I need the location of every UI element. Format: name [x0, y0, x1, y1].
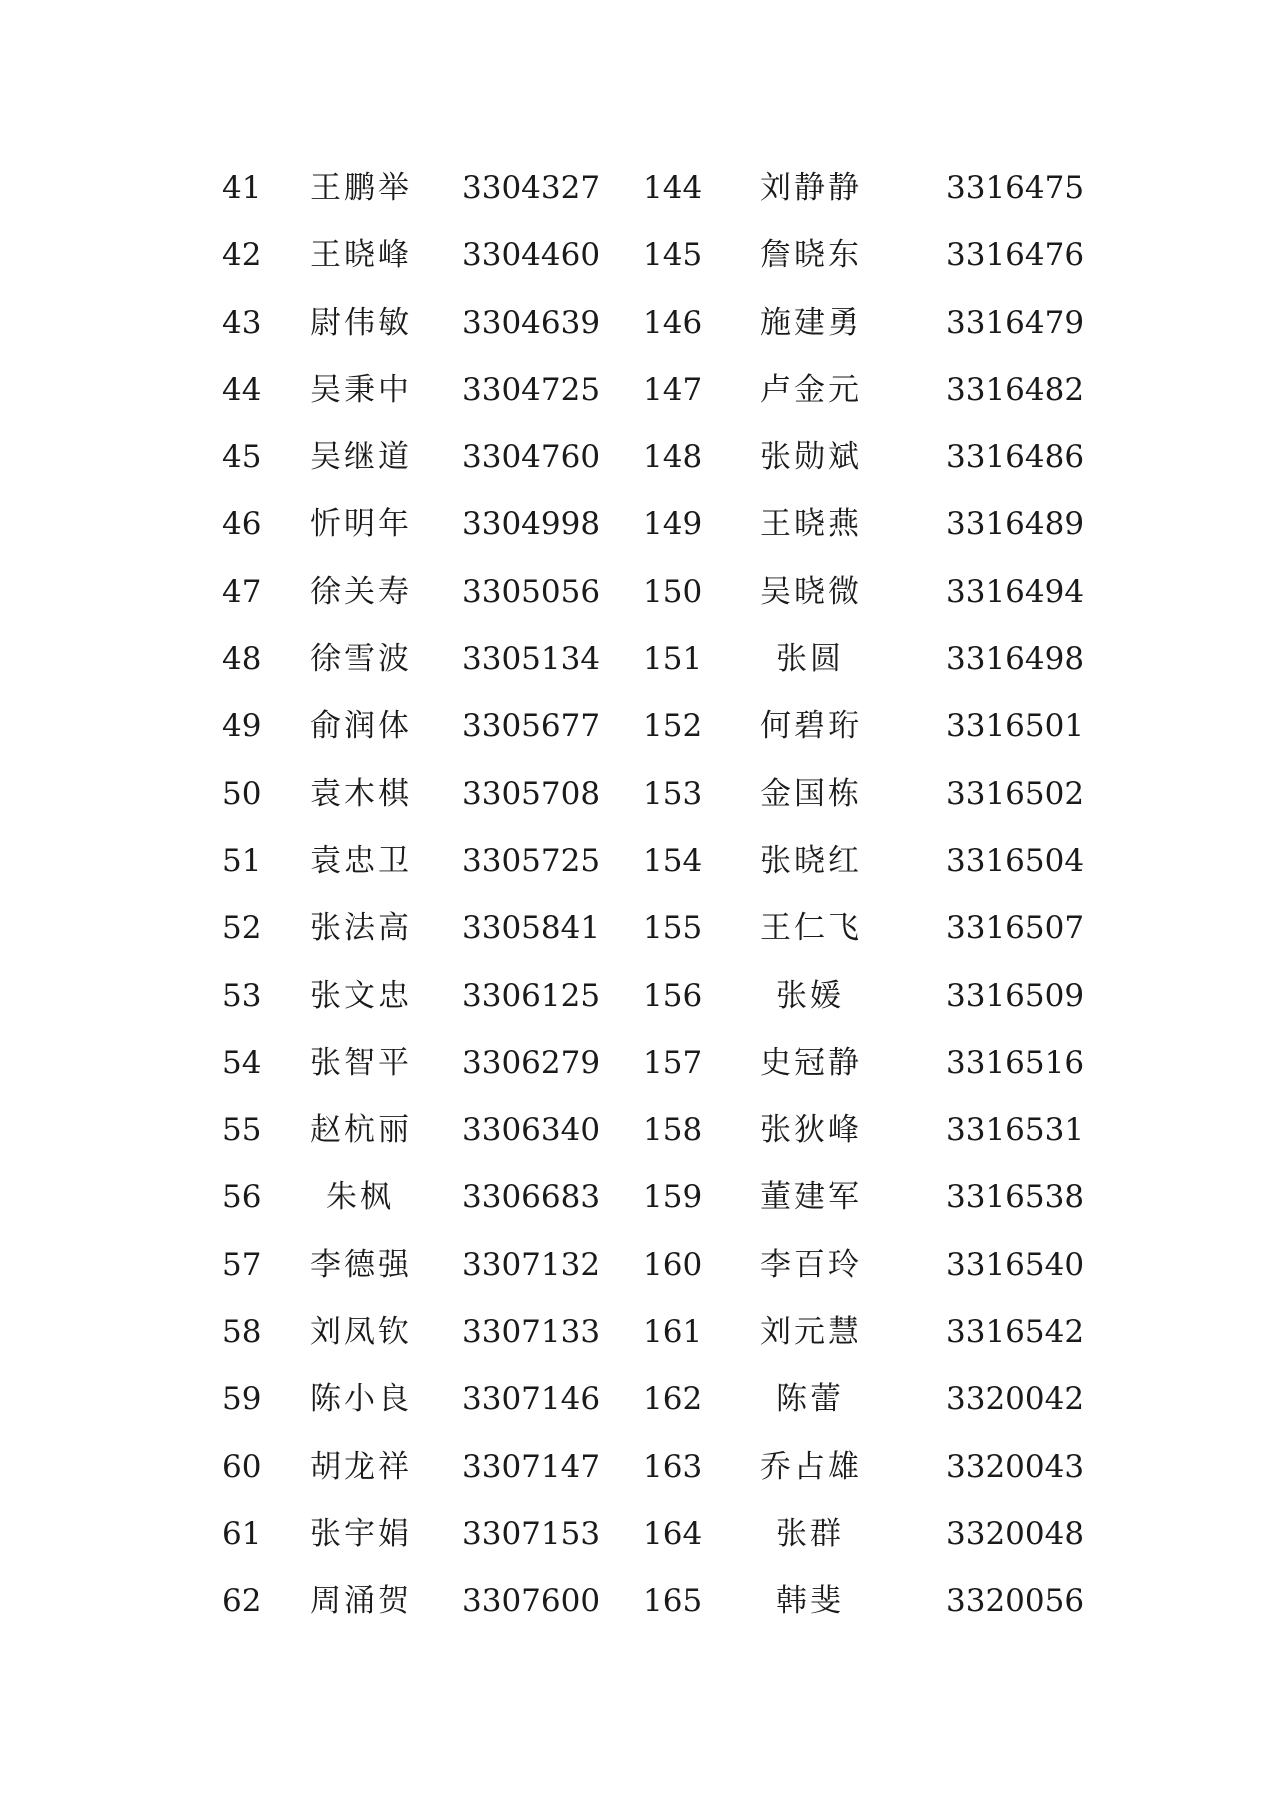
- person-name-right: 刘静静: [760, 170, 862, 206]
- member-id-left: 3307132: [462, 1246, 601, 1283]
- table-row: [0, 1366, 1280, 1433]
- member-id-left: 3305708: [462, 775, 601, 812]
- member-id-left: 3306279: [462, 1044, 601, 1081]
- member-id-left: 3305056: [462, 573, 601, 610]
- serial-number-left: 60: [222, 1448, 262, 1485]
- serial-number-right: 159: [643, 1179, 703, 1216]
- person-name-left: 张文忠: [310, 977, 412, 1014]
- person-name-left: 吴秉中: [310, 371, 412, 408]
- person-name-left: 袁忠卫: [310, 842, 412, 879]
- serial-number-right: 151: [643, 641, 703, 678]
- person-name-right: 卢金元: [760, 371, 862, 408]
- member-id-right: 3316542: [946, 1314, 1085, 1351]
- member-id-left: 3304760: [462, 439, 601, 476]
- person-name-right: 何碧珩: [760, 708, 862, 745]
- member-id-right: 3316538: [946, 1179, 1085, 1216]
- table-row: [0, 357, 1280, 424]
- serial-number-left: 57: [222, 1246, 262, 1283]
- member-id-right: 3316531: [946, 1112, 1085, 1149]
- serial-number-right: 153: [643, 775, 703, 812]
- person-name-right: 史冠静: [760, 1044, 862, 1081]
- table-row: [0, 1501, 1280, 1568]
- person-name-right: 王仁飞: [760, 910, 862, 947]
- serial-number-right: 165: [643, 1583, 703, 1620]
- serial-number-left: 50: [222, 775, 262, 812]
- serial-number-left: 54: [222, 1044, 262, 1081]
- member-id-left: 3304998: [462, 506, 601, 543]
- member-id-right: 3320048: [946, 1515, 1085, 1552]
- person-name-right: 韩斐: [776, 1583, 844, 1620]
- person-name-left: 王鹏举: [310, 170, 412, 206]
- person-name-right: 张晓红: [760, 842, 862, 879]
- person-name-right: 金国栋: [760, 775, 862, 812]
- serial-number-left: 41: [222, 170, 262, 206]
- table-row: [0, 290, 1280, 357]
- serial-number-right: 161: [643, 1314, 703, 1351]
- person-name-right: 乔占雄: [760, 1448, 862, 1485]
- member-id-left: 3307600: [462, 1583, 601, 1620]
- member-id-left: 3305677: [462, 708, 601, 745]
- person-name-right: 张媛: [776, 977, 844, 1014]
- person-name-right: 张圆: [776, 641, 844, 678]
- member-id-right: 3316482: [946, 371, 1085, 408]
- serial-number-right: 163: [643, 1448, 703, 1485]
- serial-number-left: 59: [222, 1381, 262, 1418]
- person-name-left: 胡龙祥: [310, 1448, 412, 1485]
- member-id-left: 3305725: [462, 842, 601, 879]
- member-id-left: 3307147: [462, 1448, 601, 1485]
- roster-table: [0, 155, 1280, 1636]
- person-name-left: 王晓峰: [310, 237, 412, 274]
- member-id-right: 3316540: [946, 1246, 1085, 1283]
- member-id-left: 3304460: [462, 237, 601, 274]
- serial-number-left: 53: [222, 977, 262, 1014]
- serial-number-right: 147: [643, 371, 703, 408]
- member-id-left: 3307133: [462, 1314, 601, 1351]
- serial-number-left: 42: [222, 237, 262, 274]
- serial-number-left: 48: [222, 641, 262, 678]
- table-row: [0, 1030, 1280, 1097]
- person-name-right: 张群: [776, 1515, 844, 1552]
- person-name-left: 张法高: [310, 910, 412, 947]
- table-row: [0, 963, 1280, 1030]
- person-name-right: 王晓燕: [760, 506, 862, 543]
- member-id-left: 3306125: [462, 977, 601, 1014]
- member-id-left: 3307153: [462, 1515, 601, 1552]
- person-name-left: 张智平: [310, 1044, 412, 1081]
- table-row: [0, 559, 1280, 626]
- member-id-right: 3320056: [946, 1583, 1085, 1620]
- table-row: [0, 693, 1280, 760]
- serial-number-right: 164: [643, 1515, 703, 1552]
- member-id-right: 3316475: [946, 170, 1085, 206]
- serial-number-right: 152: [643, 708, 703, 745]
- serial-number-left: 45: [222, 439, 262, 476]
- table-row: [0, 761, 1280, 828]
- person-name-left: 刘凤钦: [310, 1314, 412, 1351]
- person-name-right: 董建军: [760, 1179, 862, 1216]
- person-name-left: 吴继道: [310, 439, 412, 476]
- member-id-right: 3316509: [946, 977, 1085, 1014]
- person-name-left: 徐关寿: [310, 573, 412, 610]
- serial-number-right: 149: [643, 506, 703, 543]
- member-id-left: 3306683: [462, 1179, 601, 1216]
- person-name-right: 施建勇: [760, 304, 862, 341]
- member-id-right: 3316486: [946, 439, 1085, 476]
- member-id-left: 3306340: [462, 1112, 601, 1149]
- member-id-right: 3316489: [946, 506, 1085, 543]
- serial-number-left: 49: [222, 708, 262, 745]
- member-id-right: 3316476: [946, 237, 1085, 274]
- person-name-left: 周涌贺: [310, 1583, 412, 1620]
- serial-number-right: 157: [643, 1044, 703, 1081]
- member-id-right: 3316479: [946, 304, 1085, 341]
- member-id-left: 3307146: [462, 1381, 601, 1418]
- member-id-left: 3305841: [462, 910, 601, 947]
- person-name-right: 刘元慧: [760, 1314, 862, 1351]
- serial-number-right: 145: [643, 237, 703, 274]
- person-name-left: 忻明年: [310, 506, 412, 543]
- table-row: [0, 222, 1280, 289]
- person-name-left: 李德强: [310, 1246, 412, 1283]
- serial-number-left: 58: [222, 1314, 262, 1351]
- table-row: [0, 828, 1280, 895]
- member-id-right: 3316504: [946, 842, 1085, 879]
- serial-number-right: 158: [643, 1112, 703, 1149]
- serial-number-left: 44: [222, 371, 262, 408]
- person-name-left: 张宇娟: [310, 1515, 412, 1552]
- member-id-left: 3304327: [462, 170, 601, 206]
- member-id-left: 3304725: [462, 371, 601, 408]
- member-id-right: 3316494: [946, 573, 1085, 610]
- person-name-right: 陈蕾: [776, 1381, 844, 1418]
- serial-number-right: 146: [643, 304, 703, 341]
- person-name-left: 赵杭丽: [310, 1112, 412, 1149]
- member-id-right: 3316502: [946, 775, 1085, 812]
- table-row: [0, 155, 1280, 222]
- person-name-right: 张狄峰: [760, 1112, 862, 1149]
- member-id-right: 3316498: [946, 641, 1085, 678]
- serial-number-left: 61: [222, 1515, 262, 1552]
- serial-number-left: 46: [222, 506, 262, 543]
- serial-number-right: 148: [643, 439, 703, 476]
- member-id-right: 3316507: [946, 910, 1085, 947]
- member-id-right: 3316516: [946, 1044, 1085, 1081]
- serial-number-right: 162: [643, 1381, 703, 1418]
- member-id-right: 3316501: [946, 708, 1085, 745]
- serial-number-left: 47: [222, 573, 262, 610]
- serial-number-right: 156: [643, 977, 703, 1014]
- person-name-left: 尉伟敏: [310, 304, 412, 341]
- member-id-right: 3320042: [946, 1381, 1085, 1418]
- serial-number-right: 154: [643, 842, 703, 879]
- table-row: [0, 1434, 1280, 1501]
- person-name-left: 朱枫: [326, 1179, 394, 1216]
- table-row: [0, 1232, 1280, 1299]
- table-row: [0, 1568, 1280, 1635]
- serial-number-right: 144: [643, 170, 703, 206]
- member-id-right: 3320043: [946, 1448, 1085, 1485]
- table-row: [0, 1164, 1280, 1231]
- person-name-right: 吴晓微: [760, 573, 862, 610]
- member-id-left: 3304639: [462, 304, 601, 341]
- person-name-left: 袁木棋: [310, 775, 412, 812]
- serial-number-left: 62: [222, 1583, 262, 1620]
- serial-number-left: 51: [222, 842, 262, 879]
- table-row: [0, 1097, 1280, 1164]
- table-row: [0, 895, 1280, 962]
- serial-number-left: 55: [222, 1112, 262, 1149]
- person-name-left: 俞润体: [310, 708, 412, 745]
- person-name-left: 陈小良: [310, 1381, 412, 1418]
- person-name-left: 徐雪波: [310, 641, 412, 678]
- serial-number-left: 43: [222, 304, 262, 341]
- table-row: [0, 491, 1280, 558]
- table-row: [0, 626, 1280, 693]
- person-name-right: 张勋斌: [760, 439, 862, 476]
- serial-number-right: 160: [643, 1246, 703, 1283]
- person-name-right: 李百玲: [760, 1246, 862, 1283]
- table-row: [0, 1299, 1280, 1366]
- member-id-left: 3305134: [462, 641, 601, 678]
- person-name-right: 詹晓东: [760, 237, 862, 274]
- table-row: [0, 424, 1280, 491]
- serial-number-right: 155: [643, 910, 703, 947]
- serial-number-left: 52: [222, 910, 262, 947]
- serial-number-right: 150: [643, 573, 703, 610]
- serial-number-left: 56: [222, 1179, 262, 1216]
